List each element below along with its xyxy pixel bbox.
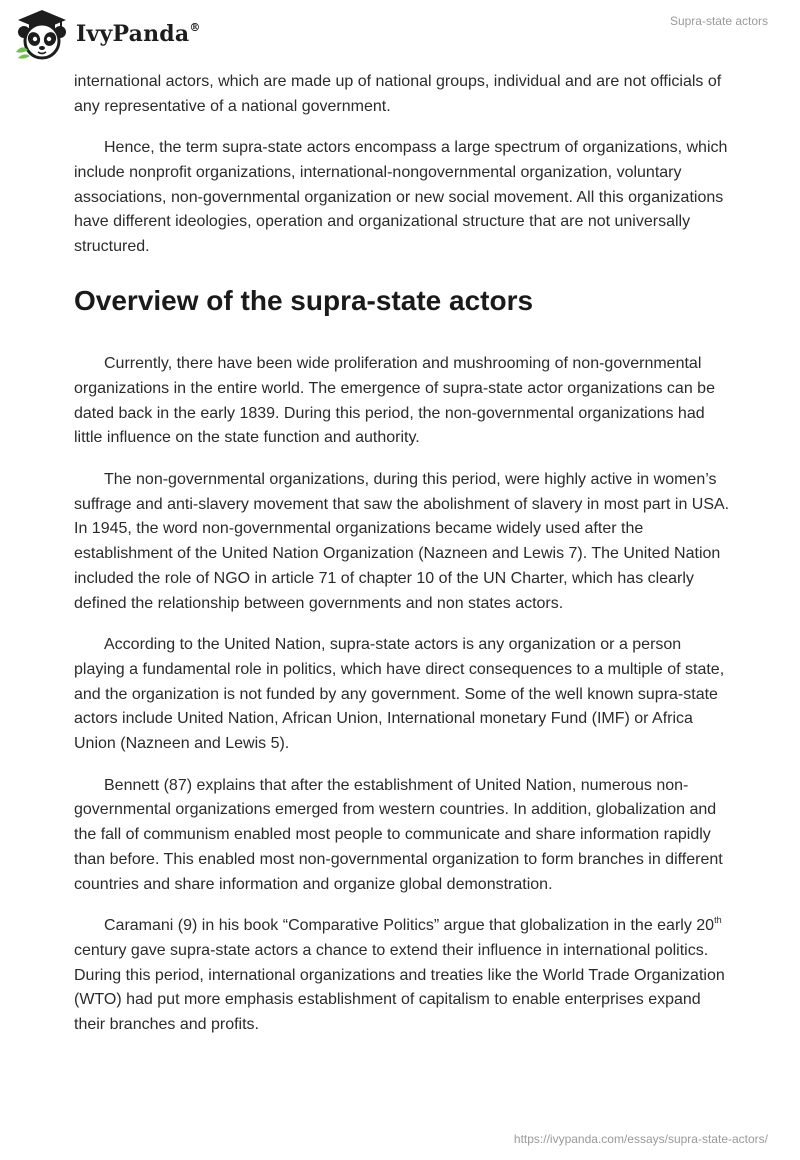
page-header [0,0,800,70]
paragraph: The non-governmental organizations, during this period, were highly active in women’s suffrage and anti-slavery movement that saw the abolishment of slavery in most part in USA. In 1945, the word non-governmental organizations became widely used after the establishment of the United Nation Organization (Nazneen and Lewis 7). The United Nation included the role of NGO in article 71 of chapter 10 of the UN Charter, which has clearly defined the relationship between governments and non states actors. [74,470,730,612]
essay-body [74,70,730,1055]
paragraph-continued: international actors, which are made up of national groups, individual and are not officials of any representative of a national government. [74,73,722,115]
section-heading: Overview of the supra-state actors [74,285,534,317]
brand-name: IvyPanda® [76,21,201,47]
panda-graduate-icon [14,8,70,60]
paragraph: According to the United Nation, supra-state actors is any organization or a person playing a fundamental role in politics, which have direct consequences to a multiple of state, and the organization is not funded by any government. Some of the well known supra-state actors include United Nation, African Union, International monetary Fund (IMF) or Africa Union (Nazneen and Lewis 5). [74,636,725,753]
paragraph-text-start: Caramani (9) in his book “Comparative Politics” argue that globalization in the early 20 [104,917,715,935]
paragraph: Hence, the term supra-state actors encompass a large spectrum of organizations, which include nonprofit organizations, international-nongovernmental organization, voluntary associations, non-governmental organization or new social movement. All this organizations have different ideologies, operation and organizational structure that are not universally structured. [74,139,728,256]
ordinal-superscript: th [714,915,722,926]
paragraph: Currently, there have been wide proliferation and mushrooming of non-governmental organizations in the entire world. The emergence of supra-state actor organizations can be dated back in the early 1839. During this period, the non-governmental organizations had little influence on the state function and authority. [74,355,715,447]
ivypanda-logo[interactable] [14,8,201,60]
paragraph-text-end: century gave supra-state actors a chance to extend their influence in international politics. During this period, international organizations and treaties like the World Trade Organization (WTO) had put more emphasis establishment of capitalism to enable enterprises expand their branches and profits. [74,941,725,1034]
paragraph [74,914,730,1038]
document-title: Supra-state actors [669,14,768,28]
source-url[interactable]: https://ivypanda.com/essays/supra-state-actors/ [513,1132,768,1146]
paragraph: Bennett (87) explains that after the establishment of United Nation, numerous non-governmental organizations emerged from western countries. In addition, globalization and the fall of communism enabled most people to communicate and share information rapidly than before. This enabled most non-governmental organization to form branches in different countries and share information and organize global demonstration. [74,776,723,893]
